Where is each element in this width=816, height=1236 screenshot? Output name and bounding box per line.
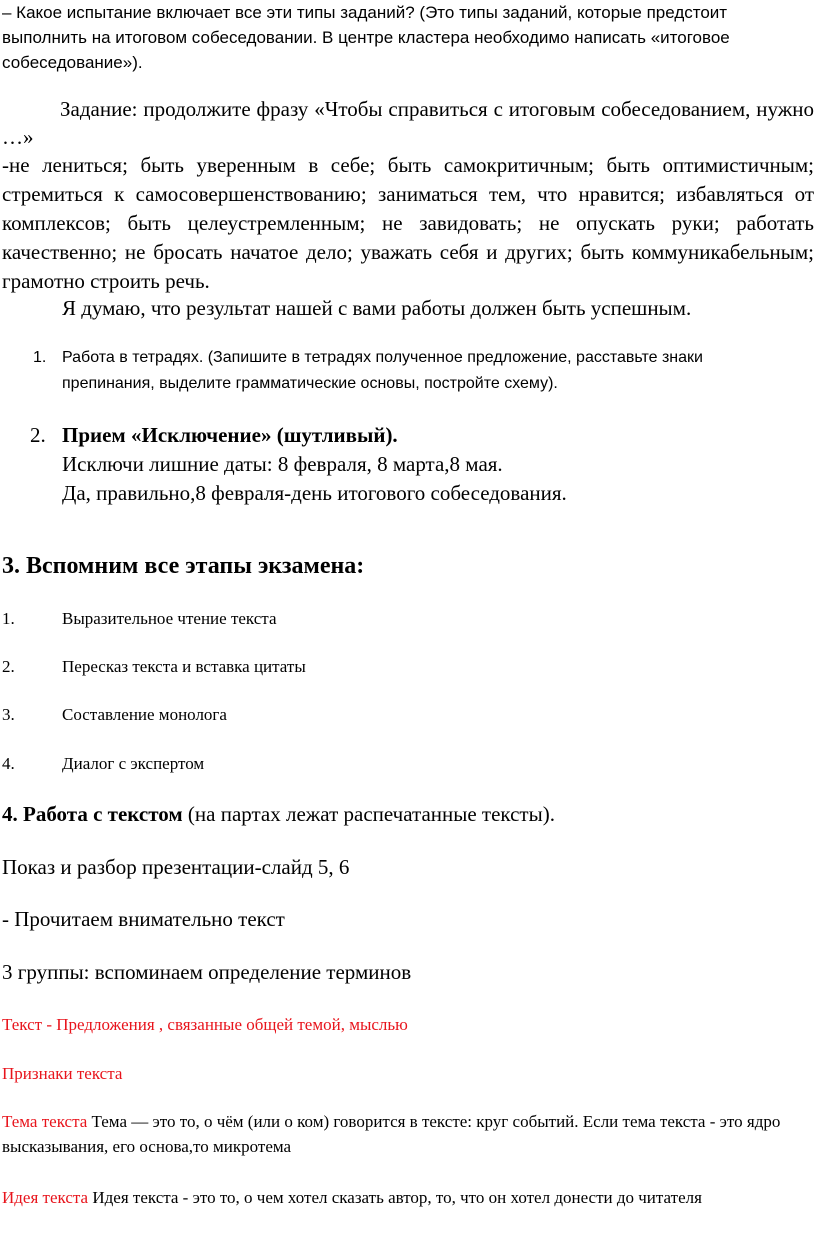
presentation-line: Показ и разбор презентации-слайд 5, 6 [2, 855, 350, 879]
section-heading-text-work [2, 802, 555, 827]
text-definition: Текст - Предложения , связанные общей темой, мыслью [2, 1015, 408, 1034]
theme-definition [2, 1109, 814, 1159]
idea-label: Идея текста [2, 1188, 89, 1207]
list-item-exclusion [30, 421, 567, 508]
stage-text: Диалог с экспертом [62, 754, 205, 773]
list-item-notebook-work [33, 345, 793, 397]
idea-body: Идея текста - это то, о чем хотел сказать автор, то, что он хотел донести до читателя [88, 1188, 702, 1207]
stage-text: Выразительное чтение текста [62, 609, 277, 628]
section-title: 4. Работа с текстом [2, 802, 183, 826]
section-note: (на партах лежат распечатанные тексты). [182, 802, 555, 826]
read-text-line: - Прочитаем внимательно текст [2, 907, 285, 931]
list-item-number: 1. [33, 349, 47, 366]
groups-line: 3 группы: вспоминаем определение терминов [2, 960, 412, 984]
list-item-number: 2. [30, 423, 46, 447]
theme-label: Тема текста [2, 1112, 88, 1131]
exclusion-answer: Да, правильно,8 февраля-день итогового собеседования. [62, 481, 567, 505]
exclusion-title: Прием «Исключение» (шутливый). [62, 423, 398, 447]
exclusion-line: Исключи лишние даты: 8 февраля, 8 марта,8 мая. [62, 452, 503, 476]
theme-body: Тема — это то, о чём (или о ком) говорится в тексте: круг событий. Если тема текста - это ядро высказывания, его основа,то микротема [2, 1112, 781, 1156]
stage-number: 3. [2, 705, 15, 724]
task-text: Задание: продолжите фразу «Чтобы справиться с итоговым собеседованием, нужно …» [2, 97, 814, 149]
stage-number: 1. [2, 609, 15, 628]
section-heading-exam-stages: 3. Вспомним все этапы экзамена: [2, 553, 365, 579]
idea-definition [2, 1185, 814, 1210]
conclusion-paragraph: Я думаю, что результат нашей с вами работы должен быть успешным. [62, 296, 692, 320]
qualities-paragraph: -не лениться; быть уверенным в себе; быть самокритичным; быть оптимистичным; стремиться к самосовершенствованию; заниматься тем, что нравится; избавляться от комплексов; быть целеустремленным; не завидовать; не опускать руки; работать качественно; не бросать начатое дело; уважать себя и других; быть коммуникабельным; грамотно строить речь. [2, 153, 814, 293]
stage-text: Пересказ текста и вставка цитаты [62, 657, 306, 676]
stage-text: Составление монолога [62, 705, 227, 724]
intro-paragraph: – Какое испытание включает все эти типы заданий? (Это типы заданий, которые предстоит выполнить на итоговом собеседовании. В центре кластера необходимо написать «итоговое собеседование»). [2, 3, 730, 72]
task-paragraph [2, 95, 814, 151]
stage-number: 2. [2, 657, 15, 676]
list-item-text: Работа в тетрадях. (Запишите в тетрадях полученное предложение, расставьте знаки препинания, выделите грамматические основы, постройте схему). [62, 349, 703, 392]
text-signs-heading: Признаки текста [2, 1064, 123, 1083]
stage-number: 4. [2, 754, 15, 773]
